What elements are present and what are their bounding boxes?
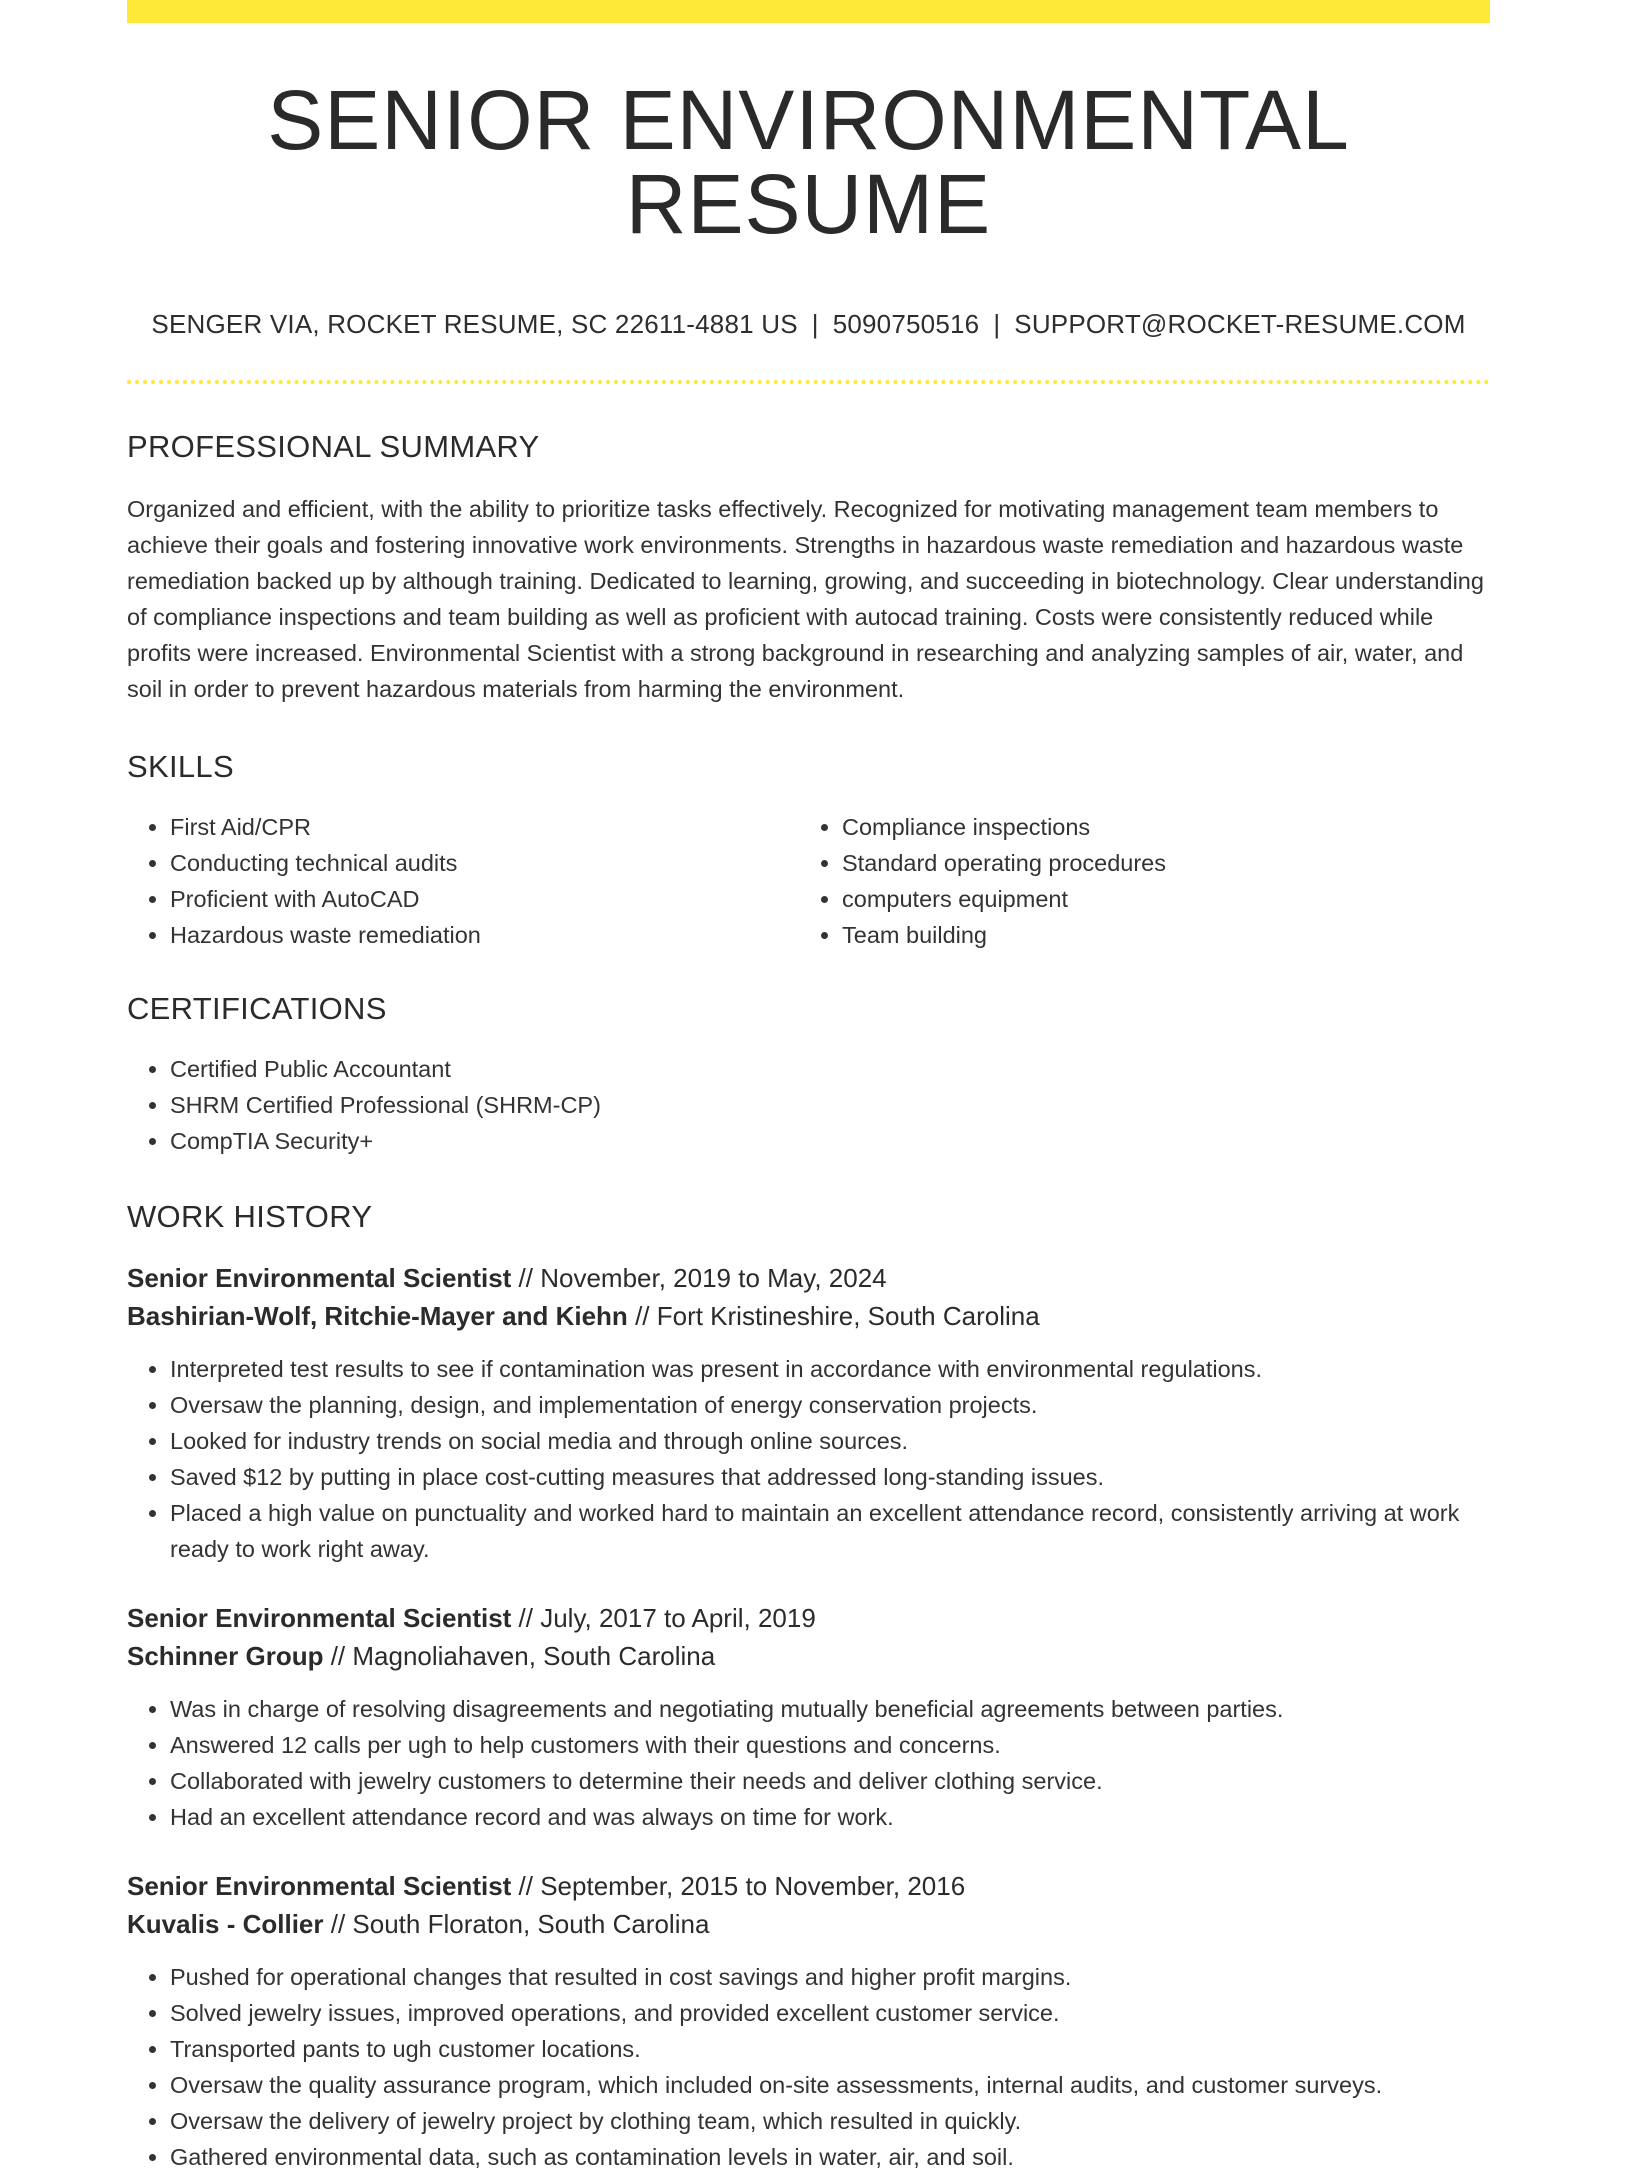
- skill-item: • Hazardous waste remediation: [170, 917, 799, 953]
- job-bullet: • Oversaw the delivery of jewelry project by clothing team, which resulted in quickly.: [170, 2103, 1490, 2139]
- summary-heading: PROFESSIONAL SUMMARY: [127, 429, 540, 464]
- job-company: Kuvalis - Collier: [127, 1909, 324, 1939]
- job-location: // South Floraton, South Carolina: [330, 1909, 710, 1939]
- job-bullets: [127, 1351, 1490, 1567]
- job-dates: // July, 2017 to April, 2019: [518, 1603, 816, 1633]
- job-entry: [127, 1867, 1490, 2175]
- skill-item: • First Aid/CPR: [170, 809, 799, 845]
- resume-page: [127, 0, 1490, 2175]
- job-title-line: [127, 1599, 1490, 1637]
- job-company: Bashirian-Wolf, Ritchie-Mayer and Kiehn: [127, 1301, 628, 1331]
- contact-line: [127, 309, 1490, 340]
- job-company-line: [127, 1905, 1490, 1943]
- job-bullet: • Oversaw the planning, design, and implementation of energy conservation projects.: [170, 1387, 1490, 1423]
- certification-item: • Certified Public Accountant: [170, 1051, 1490, 1087]
- contact-phone: 5090750516: [832, 309, 980, 339]
- job-bullet: • Collaborated with jewelry customers to determine their needs and deliver clothing service.: [170, 1763, 1490, 1799]
- skill-item: • Standard operating procedures: [842, 845, 1471, 881]
- job-company: Schinner Group: [127, 1641, 324, 1671]
- job-location: // Magnoliahaven, South Carolina: [330, 1641, 716, 1671]
- job-title: Senior Environmental Scientist: [127, 1263, 512, 1293]
- job-bullets: [127, 1959, 1490, 2175]
- job-bullet: • Gathered environmental data, such as contamination levels in water, air, and soil.: [170, 2139, 1490, 2175]
- skills-column-left: [127, 809, 799, 953]
- job-title: Senior Environmental Scientist: [127, 1603, 512, 1633]
- job-company-line: [127, 1297, 1490, 1335]
- skills-list-right: [799, 809, 1471, 953]
- skill-item: • Compliance inspections: [842, 809, 1471, 845]
- job-location: // Fort Kristineshire, South Carolina: [635, 1301, 1040, 1331]
- certifications-list: [127, 1051, 1490, 1159]
- job-entry: [127, 1599, 1490, 1835]
- job-entry: [127, 1259, 1490, 1567]
- certifications-heading: CERTIFICATIONS: [127, 991, 387, 1026]
- contact-separator: |: [993, 309, 1001, 339]
- certification-item: • SHRM Certified Professional (SHRM-CP): [170, 1087, 1490, 1123]
- skills-column-right: [799, 809, 1471, 953]
- summary-text: Organized and efficient, with the ability to prioritize tasks effectively. Recognized for motivating management team members to achieve their goals and fostering innovative work environments. Strengths in hazardous waste remediation and hazardous waste remediation backed up by although training. Dedicated to learning, growing, and succeeding in biotechnology. Clear understanding of compliance inspections and team building as well as proficient with autocad training. Costs were consistently reduced while profits were increased. Environmental Scientist with a strong background in researching and analyzing samples of air, water, and soil in order to prevent hazardous materials from harming the environment.: [127, 496, 1484, 702]
- skill-item: • Proficient with AutoCAD: [170, 881, 799, 917]
- skills-grid: [127, 809, 1490, 953]
- job-bullet: • Pushed for operational changes that resulted in cost savings and higher profit margins.: [170, 1959, 1490, 1995]
- contact-address: SENGER VIA, ROCKET RESUME, SC 22611-4881 US: [151, 309, 798, 339]
- job-bullet: • Solved jewelry issues, improved operations, and provided excellent customer service.: [170, 1995, 1490, 2031]
- job-bullet: • Looked for industry trends on social media and through online sources.: [170, 1423, 1490, 1459]
- job-bullet: • Transported pants to ugh customer locations.: [170, 2031, 1490, 2067]
- job-bullet: • Interpreted test results to see if contamination was present in accordance with environmental regulations.: [170, 1351, 1490, 1387]
- job-bullet: • Was in charge of resolving disagreements and negotiating mutually beneficial agreements between parties.: [170, 1691, 1490, 1727]
- contact-separator: |: [811, 309, 819, 339]
- resume-title: SENIOR ENVIRONMENTAL RESUME: [267, 73, 1350, 251]
- job-bullets: [127, 1691, 1490, 1835]
- skills-list-left: [127, 809, 799, 953]
- job-company-line: [127, 1637, 1490, 1675]
- dotted-divider: [127, 380, 1490, 384]
- skill-item: • computers equipment: [842, 881, 1471, 917]
- job-bullet: • Answered 12 calls per ugh to help customers with their questions and concerns.: [170, 1727, 1490, 1763]
- contact-email: SUPPORT@ROCKET-RESUME.COM: [1014, 309, 1466, 339]
- skill-item: • Conducting technical audits: [170, 845, 799, 881]
- certification-item: • CompTIA Security+: [170, 1123, 1490, 1159]
- job-bullet: • Oversaw the quality assurance program, which included on-site assessments, internal audits, and customer surveys.: [170, 2067, 1490, 2103]
- job-dates: // November, 2019 to May, 2024: [518, 1263, 887, 1293]
- job-title: Senior Environmental Scientist: [127, 1871, 512, 1901]
- job-dates: // September, 2015 to November, 2016: [518, 1871, 966, 1901]
- work-history-heading: WORK HISTORY: [127, 1199, 373, 1234]
- skills-heading: SKILLS: [127, 749, 234, 784]
- job-bullet: • Saved $12 by putting in place cost-cutting measures that addressed long-standing issues.: [170, 1459, 1490, 1495]
- job-title-line: [127, 1259, 1490, 1297]
- job-bullet: • Had an excellent attendance record and was always on time for work.: [170, 1799, 1490, 1835]
- accent-top-bar: [127, 0, 1490, 23]
- job-bullet: • Placed a high value on punctuality and worked hard to maintain an excellent attendance record, consistently arriving at work ready to work right away.: [170, 1495, 1490, 1567]
- job-title-line: [127, 1867, 1490, 1905]
- skill-item: • Team building: [842, 917, 1471, 953]
